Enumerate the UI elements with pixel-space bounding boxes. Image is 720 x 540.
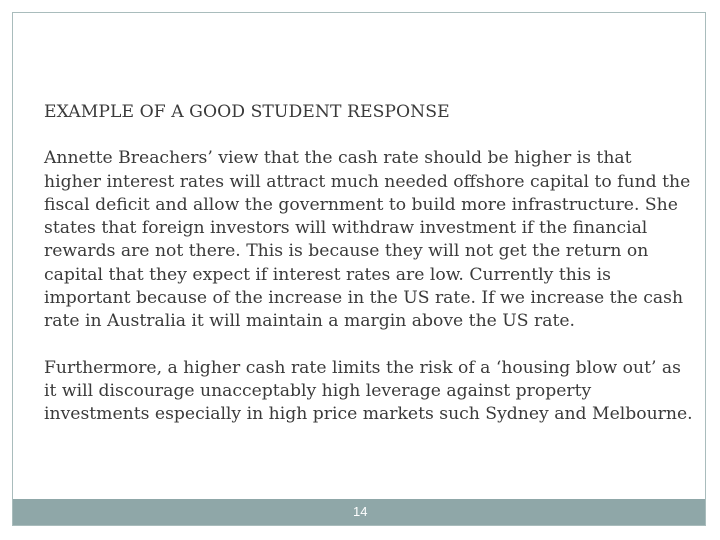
response-paragraph-1: Annette Breachers’ view that the cash rate should be higher is that higher interest rates will attract much needed offshore capital to fund the fiscal deficit and allow the government to build more infrastructure. She states that foreign investors will withdraw investment if the financial rewards are not there. This is because they will not get the return on capital that they expect if interest rates are low. Currently this is important because of the increase in the US rate. If we increase the cash rate in Australia it will maintain a margin above the US rate. [44, 148, 691, 332]
slide-heading: EXAMPLE OF A GOOD STUDENT RESPONSE [44, 102, 450, 122]
slide [12, 12, 706, 526]
footer-bar [13, 499, 705, 525]
slide-body [44, 101, 694, 427]
page-number: 14 [353, 504, 368, 519]
response-paragraph-2: Furthermore, a higher cash rate limits the risk of a ‘housing blow out’ as it will discourage unacceptably high leverage against property investments especially in high price markets such Sydney and Melbourne. [44, 357, 693, 425]
